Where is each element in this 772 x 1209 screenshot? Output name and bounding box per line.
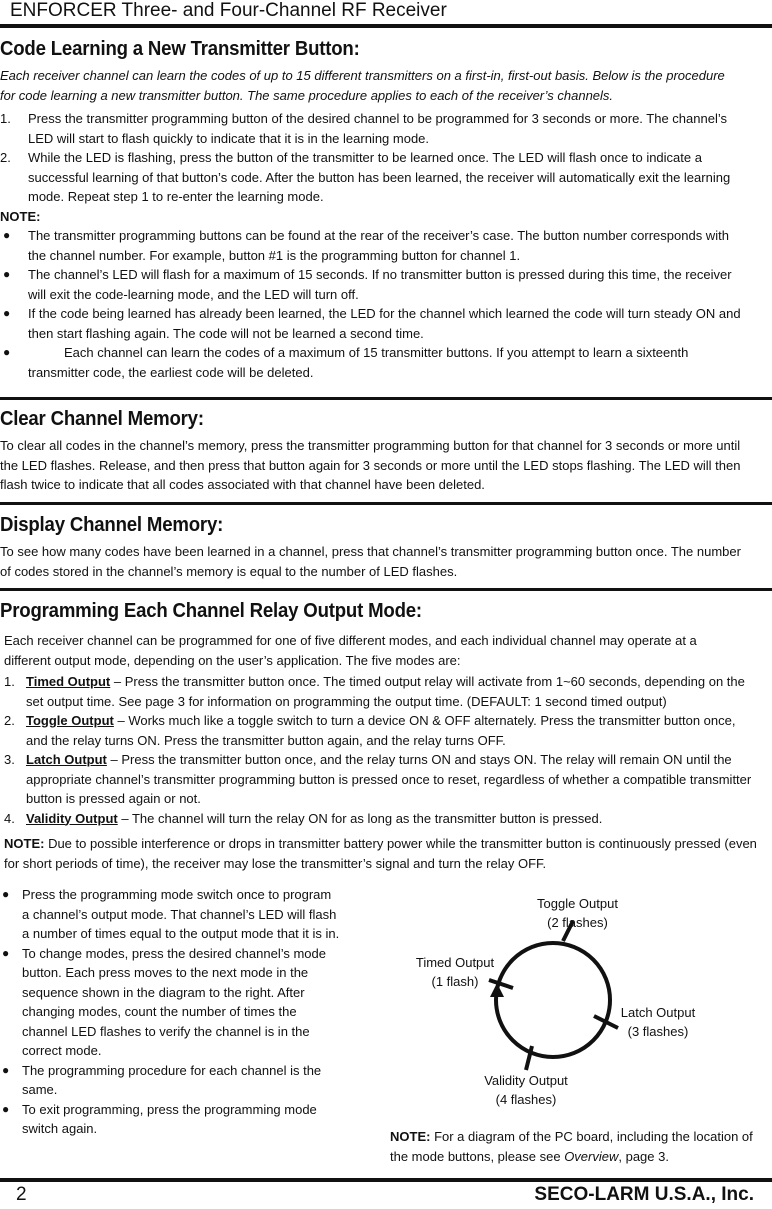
bullet-icon: ● [3,228,11,242]
programming-bullets [0,885,340,1139]
programming-bullet: ● Press the programming mode switch once to program a channel’s output mode. That channel’s LED will flash a number of times equal to the output mode that it is in. [2,887,340,941]
bullet-icon: ● [3,345,11,359]
bullet-icon: ● [3,267,11,281]
bullet-icon: ● [2,887,10,901]
overview-reference: Overview [564,1148,619,1164]
bullet-icon: ● [3,306,11,320]
header-title: ENFORCER Three- and Four-Channel RF Receiver [10,0,447,21]
code-learning-intro: Each receiver channel can learn the codes of up to 15 different transmitters on a first-in, first-out basis. Below is the procedure for code learning a new transmitter button. The same procedure applies to each of the receiver’s channels. [0,68,725,103]
section-rule [0,397,772,400]
mode-name: Validity Output [26,810,118,826]
label-validity-output: Validity Output (4 flashes) [484,1073,568,1107]
programming-bullet: ● To exit programming, press the programming mode switch again. [2,1101,317,1136]
bullet-icon: ● [2,1101,10,1116]
header-rule [0,24,772,28]
footer-rule [0,1178,772,1182]
note-bullet: ● The transmitter programming buttons can be found at the rear of the receiver’s case. The button number corresponds with the channel number. For example, button #1 is the programming button for channel 1. [3,228,729,263]
mode-item: 2. Toggle Output – Works much like a toggle switch to turn a device ON & OFF alternately. Press the transmitter button once, and the relay turns ON. Press the transmitter button again, and the relay turns OFF. [4,713,736,748]
bullet-icon: ● [2,945,10,960]
programming-bullet: ● The programming procedure for each channel is the same. [2,1062,322,1097]
note-bullet: ● If the code being learned has already been learned, the LED for the channel which learned the code will turn steady ON and then start flashing again. The code will not be learned a second time. [3,306,741,341]
mode-name: Timed Output [26,674,111,689]
programming-bullet: ● To change modes, press the desired channel’s mode button. Each press moves to the next mode in the sequence shown in the diagram to the right. After changing modes, count the number of times the channel LED flashes to verify the channel is in the correct mode. [2,945,327,1058]
mode-name: Latch Output [26,752,107,767]
label-toggle-output: Toggle Output (2 flashes) [537,896,618,930]
clear-memory-text: To clear all codes in the channel’s memory, press the transmitter programming button for that channel for 3 seconds or more until the LED flashes. Release, and then press that button again for 3 seconds or more until the LED stops flashing. The LED will then flash twice to indicate that all codes associated with that channel have been deleted. [0,438,741,492]
relay-mode-list [4,672,760,828]
mode-item: 4. Validity Output – The channel will turn the relay ON for as long as the transmitter button is pressed. [4,810,603,826]
mode-item: 1. Timed Output – Press the transmitter button once. The timed output relay will activate from 1~60 seconds, depending on the set output time. See page 3 for information on programming the output time. (DEFAULT: 1 second timed output) [4,674,745,709]
relay-mode-intro: Each receiver channel can be programmed for one of five different modes, and each individual channel may operate at a different output mode, depending on the user’s application. The five modes are: [4,633,697,668]
code-learning-steps [0,109,745,382]
relay-mode-note: NOTE: Due to possible interference or drops in transmitter battery power while the transmitter button is continuously pressed (even for short periods of time), the receiver may lose the transmitter’s signal and turn the relay OFF. [4,836,757,871]
note-bullet: ● Each channel can learn the codes of a maximum of 15 transmitter buttons. If you attempt to learn a sixteenth transmitter code, the earliest code will be deleted. [3,345,689,380]
display-memory-text: To see how many codes have been learned in a channel, press that channel’s transmitter programming button once. The number of codes stored in the channel’s memory is equal to the number of LED flashes. [0,544,741,579]
diagram-note: NOTE: For a diagram of the PC board, including the location of the mode buttons, please see Overview, page 3. [390,1129,753,1164]
section-heading-code-learning: Code Learning a New Transmitter Button: [0,38,360,60]
page-number: 2 [16,1184,27,1205]
section-rule [0,502,772,505]
step-item: 1. Press the transmitter programming button of the desired channel to be programmed for 3 seconds or more. The channel’s LED will start to flash quickly to indicate that it is in the learning mode. [0,111,727,146]
step-item: 2. While the LED is flashing, press the button of the transmitter to be learned once. The LED will flash once to indicate a successful learning of that button’s code. After the button has been learned, the receiver will automatically exit the learning mode. Repeat step 1 to re-enter the learning mode. [0,150,731,204]
mode-item: 3. Latch Output – Press the transmitter button once, and the relay turns ON and stays ON. The relay will remain ON until the appropriate channel’s transmitter programming button is pressed once to reset, regardless of whether a compatible transmitter button is pressed again or not. [4,752,752,806]
section-heading-clear-memory: Clear Channel Memory: [0,408,204,430]
section-rule [0,588,772,591]
bullet-icon: ● [2,1062,10,1077]
label-latch-output: Latch Output (3 flashes) [620,1005,696,1039]
section-heading-relay-mode: Programming Each Channel Relay Output Mode: [0,600,422,622]
label-timed-output: Timed Output (1 flash) [415,955,495,989]
mode-name: Toggle Output [26,713,114,728]
company-name: SECO-LARM U.S.A., Inc. [534,1184,754,1205]
section-heading-display-memory: Display Channel Memory: [0,514,224,536]
note-bullet: ● The channel’s LED will flash for a maximum of 15 seconds. If no transmitter button is pressed during this time, the receiver will exit the code-learning mode, and the LED will turn off. [3,267,732,302]
note-label: NOTE: [0,208,41,224]
mode-cycle-circle [496,943,610,1057]
